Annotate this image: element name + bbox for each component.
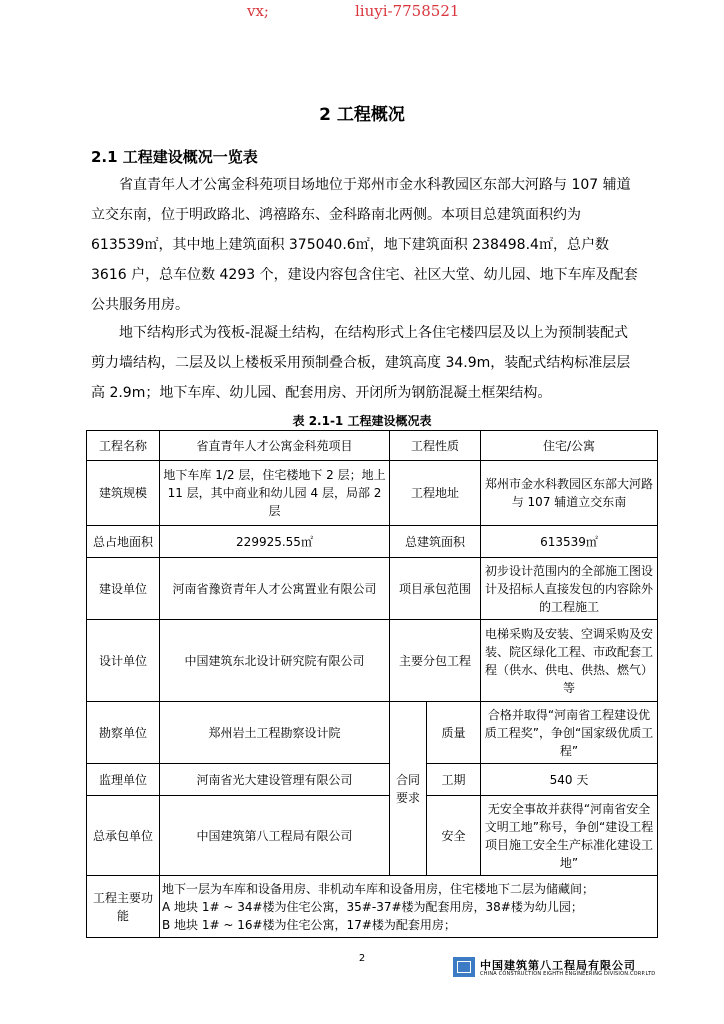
cell-value: 中国建筑第八工程局有限公司 [160, 796, 390, 876]
cell-value: 电梯采购及安装、空调采购及安装、院区绿化工程、市政配套工程（供水、供电、供热、燃气）等 [481, 620, 658, 702]
cell-functions [160, 876, 658, 938]
cell-value: 229925.55㎡ [160, 526, 390, 558]
table-row [87, 461, 658, 526]
cell-label: 设计单位 [87, 620, 160, 702]
table-row [87, 558, 658, 620]
cell-label: 工程名称 [87, 431, 160, 461]
section-title: 2.1 工程建设概况一览表 [91, 148, 258, 166]
cell-label: 建设单位 [87, 558, 160, 620]
watermark [0, 2, 724, 22]
cell-label: 总承包单位 [87, 796, 160, 876]
cell-label: 工程主要功能 [87, 876, 160, 938]
chapter-title: 2 工程概况 [319, 105, 405, 125]
cell-value: 540 天 [481, 764, 658, 796]
table-row [87, 702, 658, 764]
watermark-id: liuyi-7758521 [355, 2, 460, 20]
cell-label: 工程性质 [390, 431, 481, 461]
table-row [87, 876, 658, 938]
cell-label: 监理单位 [87, 764, 160, 796]
text-line: 3616 户，总车位数 4293 个，建设内容包含住宅、社区大堂、幼儿园、地下车库及配套 [91, 267, 638, 283]
table-row [87, 526, 658, 558]
cell-label: 质量 [427, 702, 481, 764]
text-line: 地下结构形式为筏板-混凝土结构，在结构形式上各住宅楼四层及以上为预制装配式 [119, 325, 629, 341]
cell-label: 总建筑面积 [390, 526, 481, 558]
cell-value: 郑州市金水科教园区东部大河路与 107 辅道立交东南 [481, 461, 658, 526]
text-line: A 地块 1# ~ 34#楼为住宅公寓，35#-37#楼为配套用房，38#楼为幼儿园； [162, 899, 583, 914]
table-row [87, 764, 658, 796]
text-line: B 地块 1# ~ 16#楼为住宅公寓，17#楼为配套用房； [162, 917, 456, 932]
company-name-cn: 中国建筑第八工程局有限公司 [480, 959, 636, 972]
text-line: 公共服务用房。 [91, 297, 189, 313]
cell-value: 郑州岩土工程勘察设计院 [160, 702, 390, 764]
watermark-vx: vx; [247, 2, 269, 20]
cell-value: 中国建筑东北设计研究院有限公司 [160, 620, 390, 702]
cell-label: 项目承包范围 [390, 558, 481, 620]
table-row [87, 431, 658, 461]
cell-label: 建筑规模 [87, 461, 160, 526]
cell-value: 初步设计范围内的全部施工图设计及招标人直接发包的内容除外的工程施工 [481, 558, 658, 620]
cell-label: 主要分包工程 [390, 620, 481, 702]
cell-label: 工程地址 [390, 461, 481, 526]
company-name-en: CHINA CONSTRUCTION EIGHTH ENGINEERING DIVISION.CORP.LTD [480, 971, 656, 977]
text-line: 613539㎡，其中地上建筑面积 375040.6㎡，地下建筑面积 238498.4㎡，总户数 [91, 237, 609, 253]
cell-label: 工期 [427, 764, 481, 796]
cell-label: 安全 [427, 796, 481, 876]
cell-value: 住宅/公寓 [481, 431, 658, 461]
cell-label: 勘察单位 [87, 702, 160, 764]
cell-label-contract: 合同要求 [390, 702, 427, 876]
cell-value: 省直青年人才公寓金科苑项目 [160, 431, 390, 461]
text-line: 地下一层为车库和设备用房、非机动车库和设备用房，住宅楼地下二层为储藏间； [162, 881, 595, 896]
cell-value: 河南省豫资青年人才公寓置业有限公司 [160, 558, 390, 620]
text-line: 省直青年人才公寓金科苑项目场地位于郑州市金水科教园区东部大河路与 107 辅道 [119, 177, 631, 193]
page-number: 2 [358, 953, 366, 964]
paragraph-structure [91, 318, 661, 408]
text-line: 立交东南，位于明政路北、鸿禧路东、金科路南北两侧。本项目总建筑面积约为 [91, 207, 581, 223]
table-row [87, 620, 658, 702]
text-line: 高 2.9m；地下车库、幼儿园、配套用房、开闭所为钢筋混凝土框架结构。 [91, 385, 552, 401]
cell-label: 总占地面积 [87, 526, 160, 558]
table-caption: 表 2.1-1 工程建设概况表 [292, 414, 432, 428]
cell-value: 合格并取得“河南省工程建设优质工程奖”，争创“国家级优质工程” [481, 702, 658, 764]
table-row [87, 796, 658, 876]
paragraph-overview [91, 170, 661, 320]
cell-value: 地下车库 1/2 层，住宅楼地下 2 层；地上 11 层，其中商业和幼儿园 4 层，局部 2 层 [160, 461, 390, 526]
text-line: 剪力墙结构，二层及以上楼板采用预制叠合板，建筑高度 34.9m，装配式结构标准层层 [91, 355, 631, 371]
cell-value: 613539㎡ [481, 526, 658, 558]
cell-value: 河南省光大建设管理有限公司 [160, 764, 390, 796]
cell-value: 无安全事故并获得“河南省安全文明工地”称号，争创“建设工程项目施工安全生产标准化建设工地” [481, 796, 658, 876]
project-overview-table [86, 430, 658, 938]
company-logo-icon [453, 957, 475, 977]
